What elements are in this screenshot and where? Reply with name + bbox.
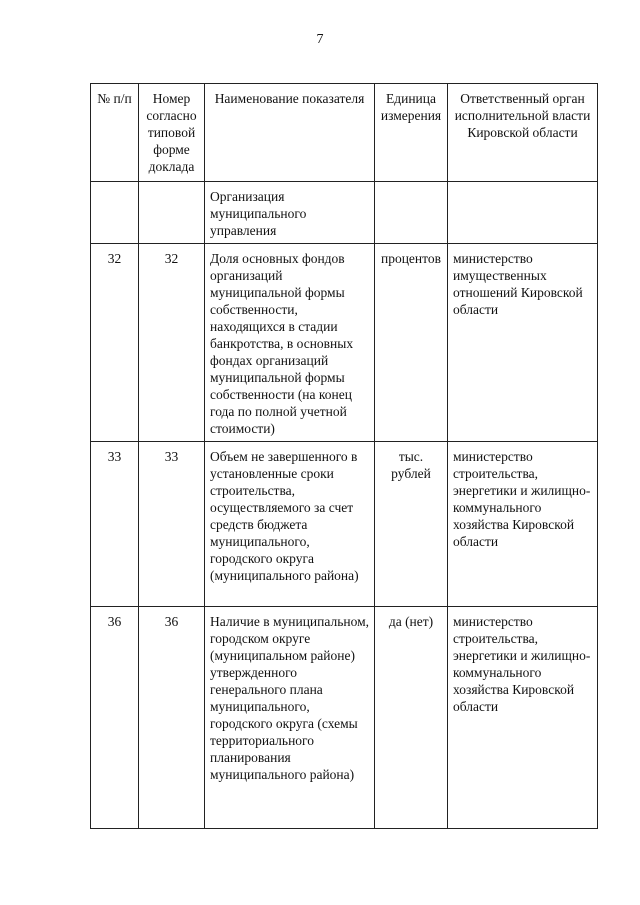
section-title: Организация муниципального управления [205, 182, 375, 244]
header-indicator-name: Наименование показателя [205, 84, 375, 182]
row-unit: процентов [375, 244, 448, 442]
row-form-number: 32 [139, 244, 205, 442]
row-form-number: 36 [139, 607, 205, 829]
row-unit: да (нет) [375, 607, 448, 829]
row-responsible-body: министерство имущественных отношений Кировской области [448, 244, 598, 442]
table-row [91, 607, 598, 829]
row-num: 32 [91, 244, 139, 442]
row-num: 36 [91, 607, 139, 829]
table-header-row [91, 84, 598, 182]
header-unit: Единица измерения [375, 84, 448, 182]
row-indicator-name: Наличие в муниципальном, городском округе (муниципальном районе) утвержденного генерального плана муниципального, городского округа (схемы территориального планирования муниципального района) [205, 607, 375, 829]
row-indicator-name: Доля основных фондов организаций муниципальной формы собственности, находящихся в стадии банкротства, в основных фондах организаций муниципальной формы собственности (на конец года по полной учетной стоимости) [205, 244, 375, 442]
indicators-table [90, 83, 598, 829]
table-row [91, 442, 598, 607]
header-num: № п/п [91, 84, 139, 182]
row-indicator-name: Объем не завершенного в установленные сроки строительства, осуществляемого за счет средств бюджета муниципального, городского округа (муниципального района) [205, 442, 375, 607]
row-responsible-body: министерство строительства, энергетики и жилищно-коммунального хозяйства Кировской области [448, 442, 598, 607]
row-num: 33 [91, 442, 139, 607]
section-row [91, 182, 598, 244]
row-responsible-body: министерство строительства, энергетики и жилищно-коммунального хозяйства Кировской области [448, 607, 598, 829]
page-number: 7 [316, 32, 324, 47]
table-row [91, 244, 598, 442]
row-form-number: 33 [139, 442, 205, 607]
header-form-number: Номер согласно типовой форме доклада [139, 84, 205, 182]
header-responsible-body: Ответственный орган исполнительной власти Кировской области [448, 84, 598, 182]
row-unit: тыс. рублей [375, 442, 448, 607]
